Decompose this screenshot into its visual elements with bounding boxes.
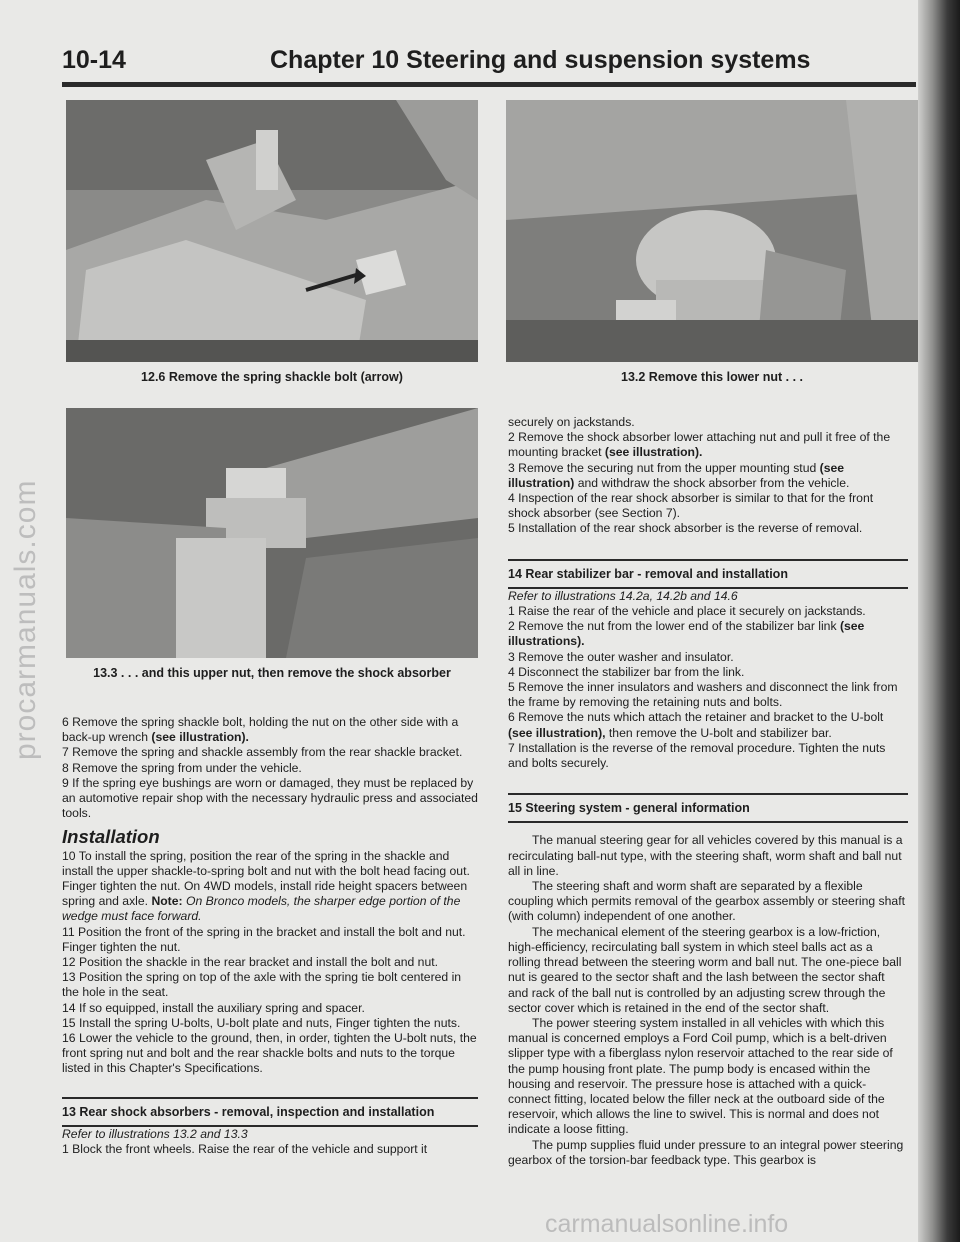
s15-para-5: The pump supplies fluid under pressure to an integral power steering gearbox of the torsion-bar feedback type. This gearbox is xyxy=(508,1137,904,1167)
photo-13-3-upper-nut xyxy=(66,408,478,658)
header-rule xyxy=(62,82,916,87)
chapter-title: Chapter 10 Steering and suspension systems xyxy=(270,46,811,74)
s15-para-4: The power steering system installed in all vehicles with which this manual is concerned employs a Ford Coil pump, which is a belt-driven slipper type with a fiberglass nylon reservoir attached to the rear side of the pump housing front plate. The pump body is encased within the housing and reservoir. The pressure hose is attached with a quick-connect fitting, located below the filler neck at the outboard side of the reservoir, which allows the line to swivel. This is normal and does not indicate a loose fitting. xyxy=(508,1015,893,1137)
s13-step-5: 5 Installation of the rear shock absorber is the reverse of removal. xyxy=(508,521,863,536)
step-8: 8 Remove the spring from under the vehicle. xyxy=(62,760,302,775)
photo-13-2-lower-nut xyxy=(506,100,918,362)
step-7: 7 Remove the spring and shackle assembly from the rear shackle bracket. xyxy=(62,745,463,760)
installation-heading: Installation xyxy=(62,826,160,848)
section-13-reference: Refer to illustrations 13.2 and 13.3 xyxy=(62,1126,248,1141)
s14-step-6: 6 Remove the nuts which attach the retainer and bracket to the U-bolt (see illustration), then remove the U-bolt and stabilizer bar. xyxy=(508,710,884,740)
step-12: 12 Position the shackle in the rear bracket and install the bolt and nut. xyxy=(62,955,439,970)
s14-step-5: 5 Remove the inner insulators and washers and disconnect the link from the frame by removing the retaining nuts and bolts. xyxy=(508,680,898,710)
step-10: 10 To install the spring, position the rear of the spring in the shackle and install the upper shackle-to-spring bolt and nut with the bolt head facing out. Finger tighten the nut. On 4WD models, install ride height spacers between spring and axle. Note: On Bronco models, the sharper edge portion of the wedge must face forward. xyxy=(62,848,470,924)
section-14-title: 14 Rear stabilizer bar - removal and installation xyxy=(508,566,788,581)
continued-text: securely on jackstands. xyxy=(508,415,635,429)
s14-step-2: 2 Remove the nut from the lower end of the stabilizer bar link (see illustrations). xyxy=(508,619,865,649)
step-9: 9 If the spring eye bushings are worn or damaged, they must be replaced by an automotive repair shop with the necessary hydraulic press and associated tools. xyxy=(62,775,478,821)
caption-13-2: 13.2 Remove this lower nut . . . xyxy=(621,370,803,384)
section-13-title: 13 Rear shock absorbers - removal, inspection and installation xyxy=(62,1104,435,1119)
step-13: 13 Position the spring on top of the axle with the spring tie bolt centered in the hole in the seat. xyxy=(62,970,462,1000)
s14-step-7: 7 Installation is the reverse of the removal procedure. Tighten the nuts and bolts securely. xyxy=(508,740,886,771)
step-11: 11 Position the front of the spring in the bracket and install the bolt and nut. Finger tighten the nut. xyxy=(62,924,466,954)
caption-13-3: 13.3 . . . and this upper nut, then remove the shock absorber xyxy=(93,666,451,680)
bottom-watermark: carmanualsonline.info xyxy=(545,1210,789,1238)
step-16: 16 Lower the vehicle to the ground, then, in order, tighten the U-bolt nuts, the front spring nut and bolt and the rear shackle bolts and nuts to the torque listed in this Chapter's Specifications. xyxy=(62,1031,477,1076)
book-binding-shadow xyxy=(918,0,960,1242)
step-14: 14 If so equipped, install the auxiliary spring and spacer. xyxy=(62,1000,365,1015)
s14-step-1: 1 Raise the rear of the vehicle and place it securely on jackstands. xyxy=(508,604,866,619)
s15-para-1: The manual steering gear for all vehicles covered by this manual is a recirculating ball-nut type, with the steering shaft, worm shaft and ball nut all in line. xyxy=(508,833,903,878)
page-header xyxy=(62,46,916,86)
step-6: 6 Remove the spring shackle bolt, holding the nut on the other side with a back-up wrench (see illustration). xyxy=(62,715,459,745)
s13-step-2: 2 Remove the shock absorber lower attaching nut and pull it free of the mounting bracket (see illustration). xyxy=(508,430,891,460)
s14-step-4: 4 Disconnect the stabilizer bar from the link. xyxy=(508,664,745,679)
left-text-column xyxy=(62,715,478,1157)
step-15: 15 Install the spring U-bolts, U-bolt plate and nuts, Finger tighten the nuts. xyxy=(62,1015,461,1030)
s13-step-4: 4 Inspection of the rear shock absorber is similar to that for the front shock absorber (see Section 7). xyxy=(508,491,874,521)
s13-step-3: 3 Remove the securing nut from the upper mounting stud (see illustration) and withdraw the shock absorber from the vehicle. xyxy=(508,460,850,490)
page-number: 10-14 xyxy=(62,46,126,74)
section-15-title: 15 Steering system - general information xyxy=(508,801,750,816)
s15-para-2: The steering shaft and worm shaft are separated by a flexible coupling which permits removal of the gearbox assembly or steering shaft (with column) independent of one another. xyxy=(508,879,905,924)
right-text-column xyxy=(508,415,908,1168)
side-watermark: procarmanuals.com xyxy=(9,479,42,761)
caption-12-6: 12.6 Remove the spring shackle bolt (arrow) xyxy=(141,370,403,384)
section-14-reference: Refer to illustrations 14.2a, 14.2b and 14.6 xyxy=(508,588,738,603)
section-13-step-1: 1 Block the front wheels. Raise the rear of the vehicle and support it xyxy=(62,1142,428,1157)
photo-12-6-spring-shackle xyxy=(66,100,478,362)
s14-step-3: 3 Remove the outer washer and insulator. xyxy=(508,649,734,664)
s15-para-3: The mechanical element of the steering gearbox is a low-friction, high-efficiency, recirculating ball system in which steel balls act as a rolling thread between the steering worm and ball nut. The one-piece ball nut is geared to the sector shaft and the lash between the sector shaft and rack of the ball nut is controlled by an adjusting screw through the sector cover which is retained in the end of the sector shaft. xyxy=(508,924,902,1015)
